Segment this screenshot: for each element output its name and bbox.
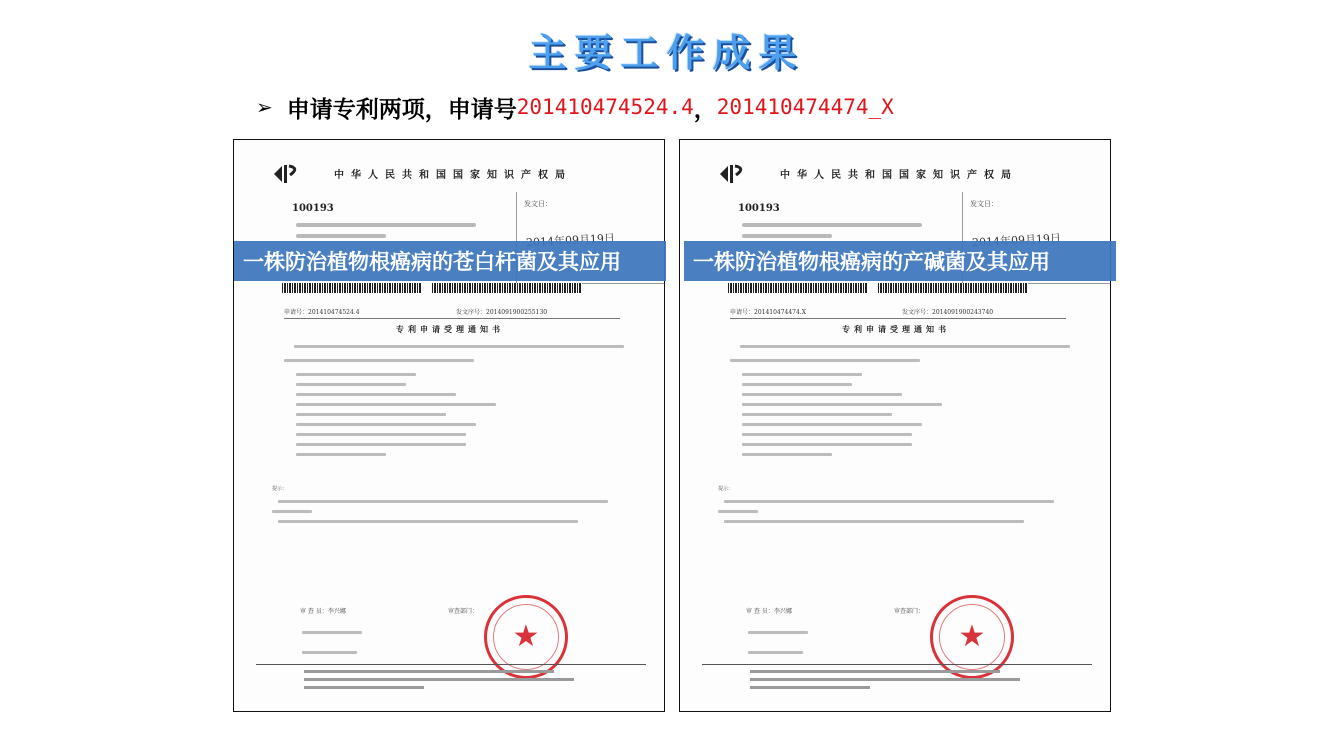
- official-seal-star-icon: ★: [512, 619, 540, 654]
- barcode: [432, 283, 582, 293]
- official-seal: [484, 595, 568, 679]
- patent-bullet-line: [256, 90, 894, 124]
- official-seal: [930, 595, 1014, 679]
- official-seal-star-icon: ★: [958, 619, 986, 654]
- postcode: 100193: [738, 203, 780, 214]
- issuing-office: 中华人民共和国国家知识产权局: [334, 170, 572, 181]
- send-date-label: 发文日：: [524, 200, 552, 208]
- application-number-1: 201410474524.4: [516, 95, 694, 119]
- slide-title: 主要工作成果: [528, 30, 805, 75]
- bullet-arrow-icon: ➢: [256, 95, 273, 119]
- send-date-label: 发文日：: [970, 200, 998, 208]
- bullet-separator: ，: [693, 96, 717, 123]
- bullet-prefix: 申请专利两项，申请号: [286, 96, 517, 123]
- patent-caption-1: 一株防治植物根癌病的苍白杆菌及其应用: [234, 241, 666, 281]
- patent-caption-2: 一株防治植物根癌病的产碱菌及其应用: [684, 241, 1116, 281]
- barcode: [728, 283, 868, 293]
- barcode: [282, 283, 422, 293]
- patent-office-emblem-icon: [718, 162, 748, 186]
- notice-heading: 专利申请受理通知书: [842, 324, 950, 334]
- application-number-2: 201410474474_X: [716, 95, 894, 119]
- patent-office-emblem-icon: [272, 162, 302, 186]
- notice-heading: 专利申请受理通知书: [396, 324, 504, 334]
- barcode: [878, 283, 1028, 293]
- patent-notice-document-1: 中华人民共和国国家知识产权局 100193 发文日： 申请号：201410474524.4 发文序号：2014091900255130 专利申请受理通知书 提示： 审 查 员：李兴娜 审查部门： ★: [233, 139, 665, 712]
- patent-notice-document-2: 中华人民共和国国家知识产权局 100193 发文日： 申请号：201410474474.X 发文序号：2014091900243740 专利申请受理通知书 提示： 审 查 员：李兴娜 审查部门： ★: [679, 139, 1111, 712]
- postcode: 100193: [292, 203, 334, 214]
- issuing-office: 中华人民共和国国家知识产权局: [780, 170, 1018, 181]
